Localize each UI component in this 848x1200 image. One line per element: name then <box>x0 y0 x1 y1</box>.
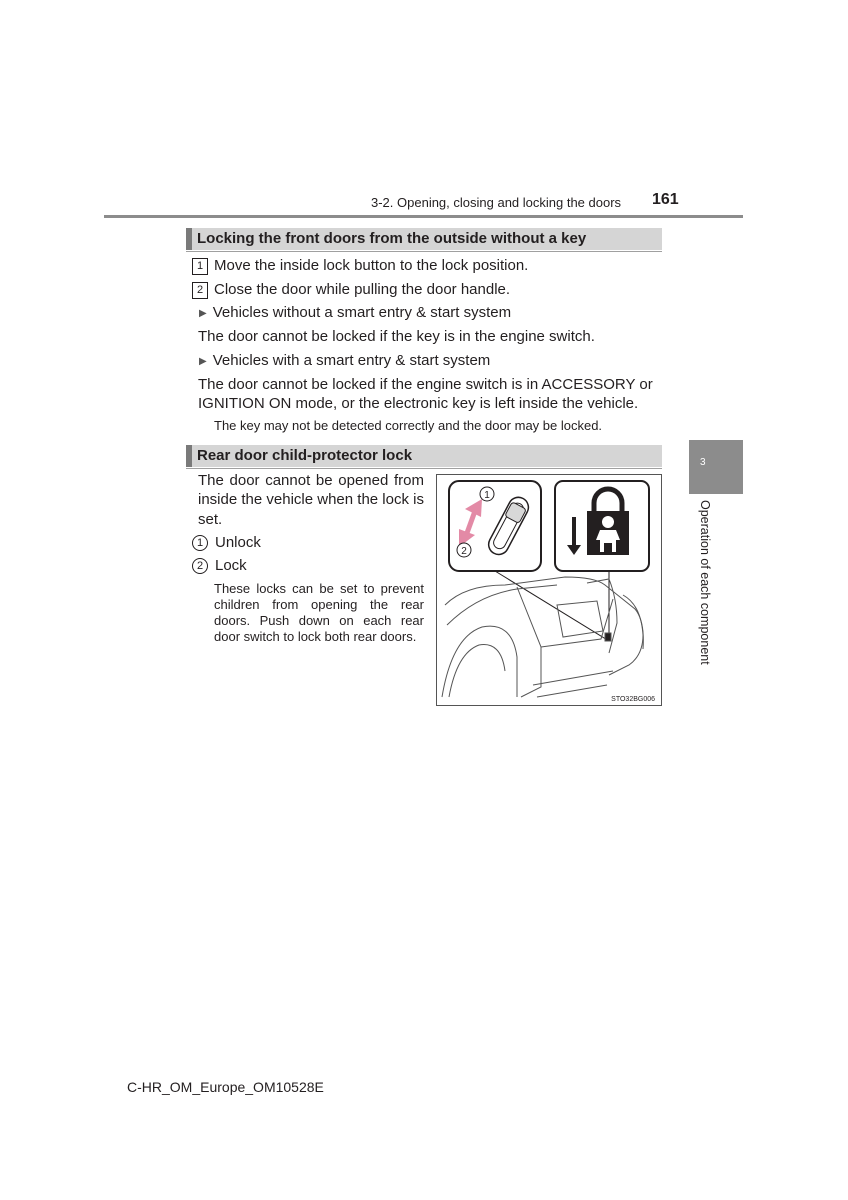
callout-1: 1 <box>484 490 490 501</box>
child-lock-illustration <box>436 474 662 706</box>
intro-line1: The door cannot be opened from <box>198 472 424 489</box>
section-heading-front-doors: Locking the front doors from the outside without a key <box>186 228 662 250</box>
section-heading-child-lock: Rear door child-protector lock <box>186 445 662 467</box>
bullet1-body: The door cannot be locked if the key is in the engine switch. <box>198 328 595 345</box>
bullet-without-smart-entry <box>199 304 511 323</box>
note-line2: children from opening the rear <box>214 597 424 612</box>
chapter-number: 3 <box>700 457 706 468</box>
bullet2-body-line2: IGNITION ON mode, or the electronic key is left inside the vehicle. <box>198 395 639 412</box>
intro-line3: set. <box>198 511 223 528</box>
item-label: Unlock <box>215 534 261 551</box>
circled-number: 1 <box>192 535 208 551</box>
page-number: 161 <box>652 191 679 208</box>
note-line1: These locks can be set to prevent <box>214 581 424 596</box>
step-text: Move the inside lock button to the lock position. <box>214 257 529 274</box>
triangle-bullet-icon: ▶ <box>199 356 207 367</box>
circled-number: 2 <box>192 558 208 574</box>
note-key-detection: The key may not be detected correctly and the door may be locked. <box>214 418 603 433</box>
switch-inset-frame <box>449 481 541 571</box>
footer-doc-code: C-HR_OM_Europe_OM10528E <box>127 1079 324 1095</box>
bullet-label: Vehicles without a smart entry & start system <box>212 304 512 321</box>
header-rule <box>104 215 743 218</box>
figure-code: STO32BG006 <box>611 696 655 703</box>
triangle-bullet-icon: ▶ <box>199 308 207 319</box>
item-label: Lock <box>215 557 247 574</box>
bullet-with-smart-entry <box>199 352 490 371</box>
chapter-label: Operation of each component <box>698 500 712 665</box>
step-text: Close the door while pulling the door handle. <box>214 281 511 298</box>
car-door-sketch <box>442 571 643 697</box>
bullet2-body-line1: The door cannot be locked if the engine switch is in ACCESSORY or <box>198 376 653 393</box>
chapter-tab <box>689 440 743 494</box>
step-1 <box>192 257 528 275</box>
step-2 <box>192 281 510 299</box>
note-line4: door switch to lock both rear doors. <box>214 629 417 644</box>
illustration-svg <box>437 475 661 705</box>
item-unlock <box>192 533 261 553</box>
header-section-title: 3-2. Opening, closing and locking the doors <box>371 195 622 210</box>
intro-line2: inside the vehicle when the lock is <box>198 491 424 508</box>
bullet-label: Vehicles with a smart entry & start system <box>212 352 491 369</box>
item-lock <box>192 556 247 576</box>
note-line3: doors. Push down on each rear <box>214 613 424 628</box>
step-number-box: 2 <box>192 282 208 299</box>
callout-2: 2 <box>461 546 467 557</box>
step-number-box: 1 <box>192 258 208 275</box>
